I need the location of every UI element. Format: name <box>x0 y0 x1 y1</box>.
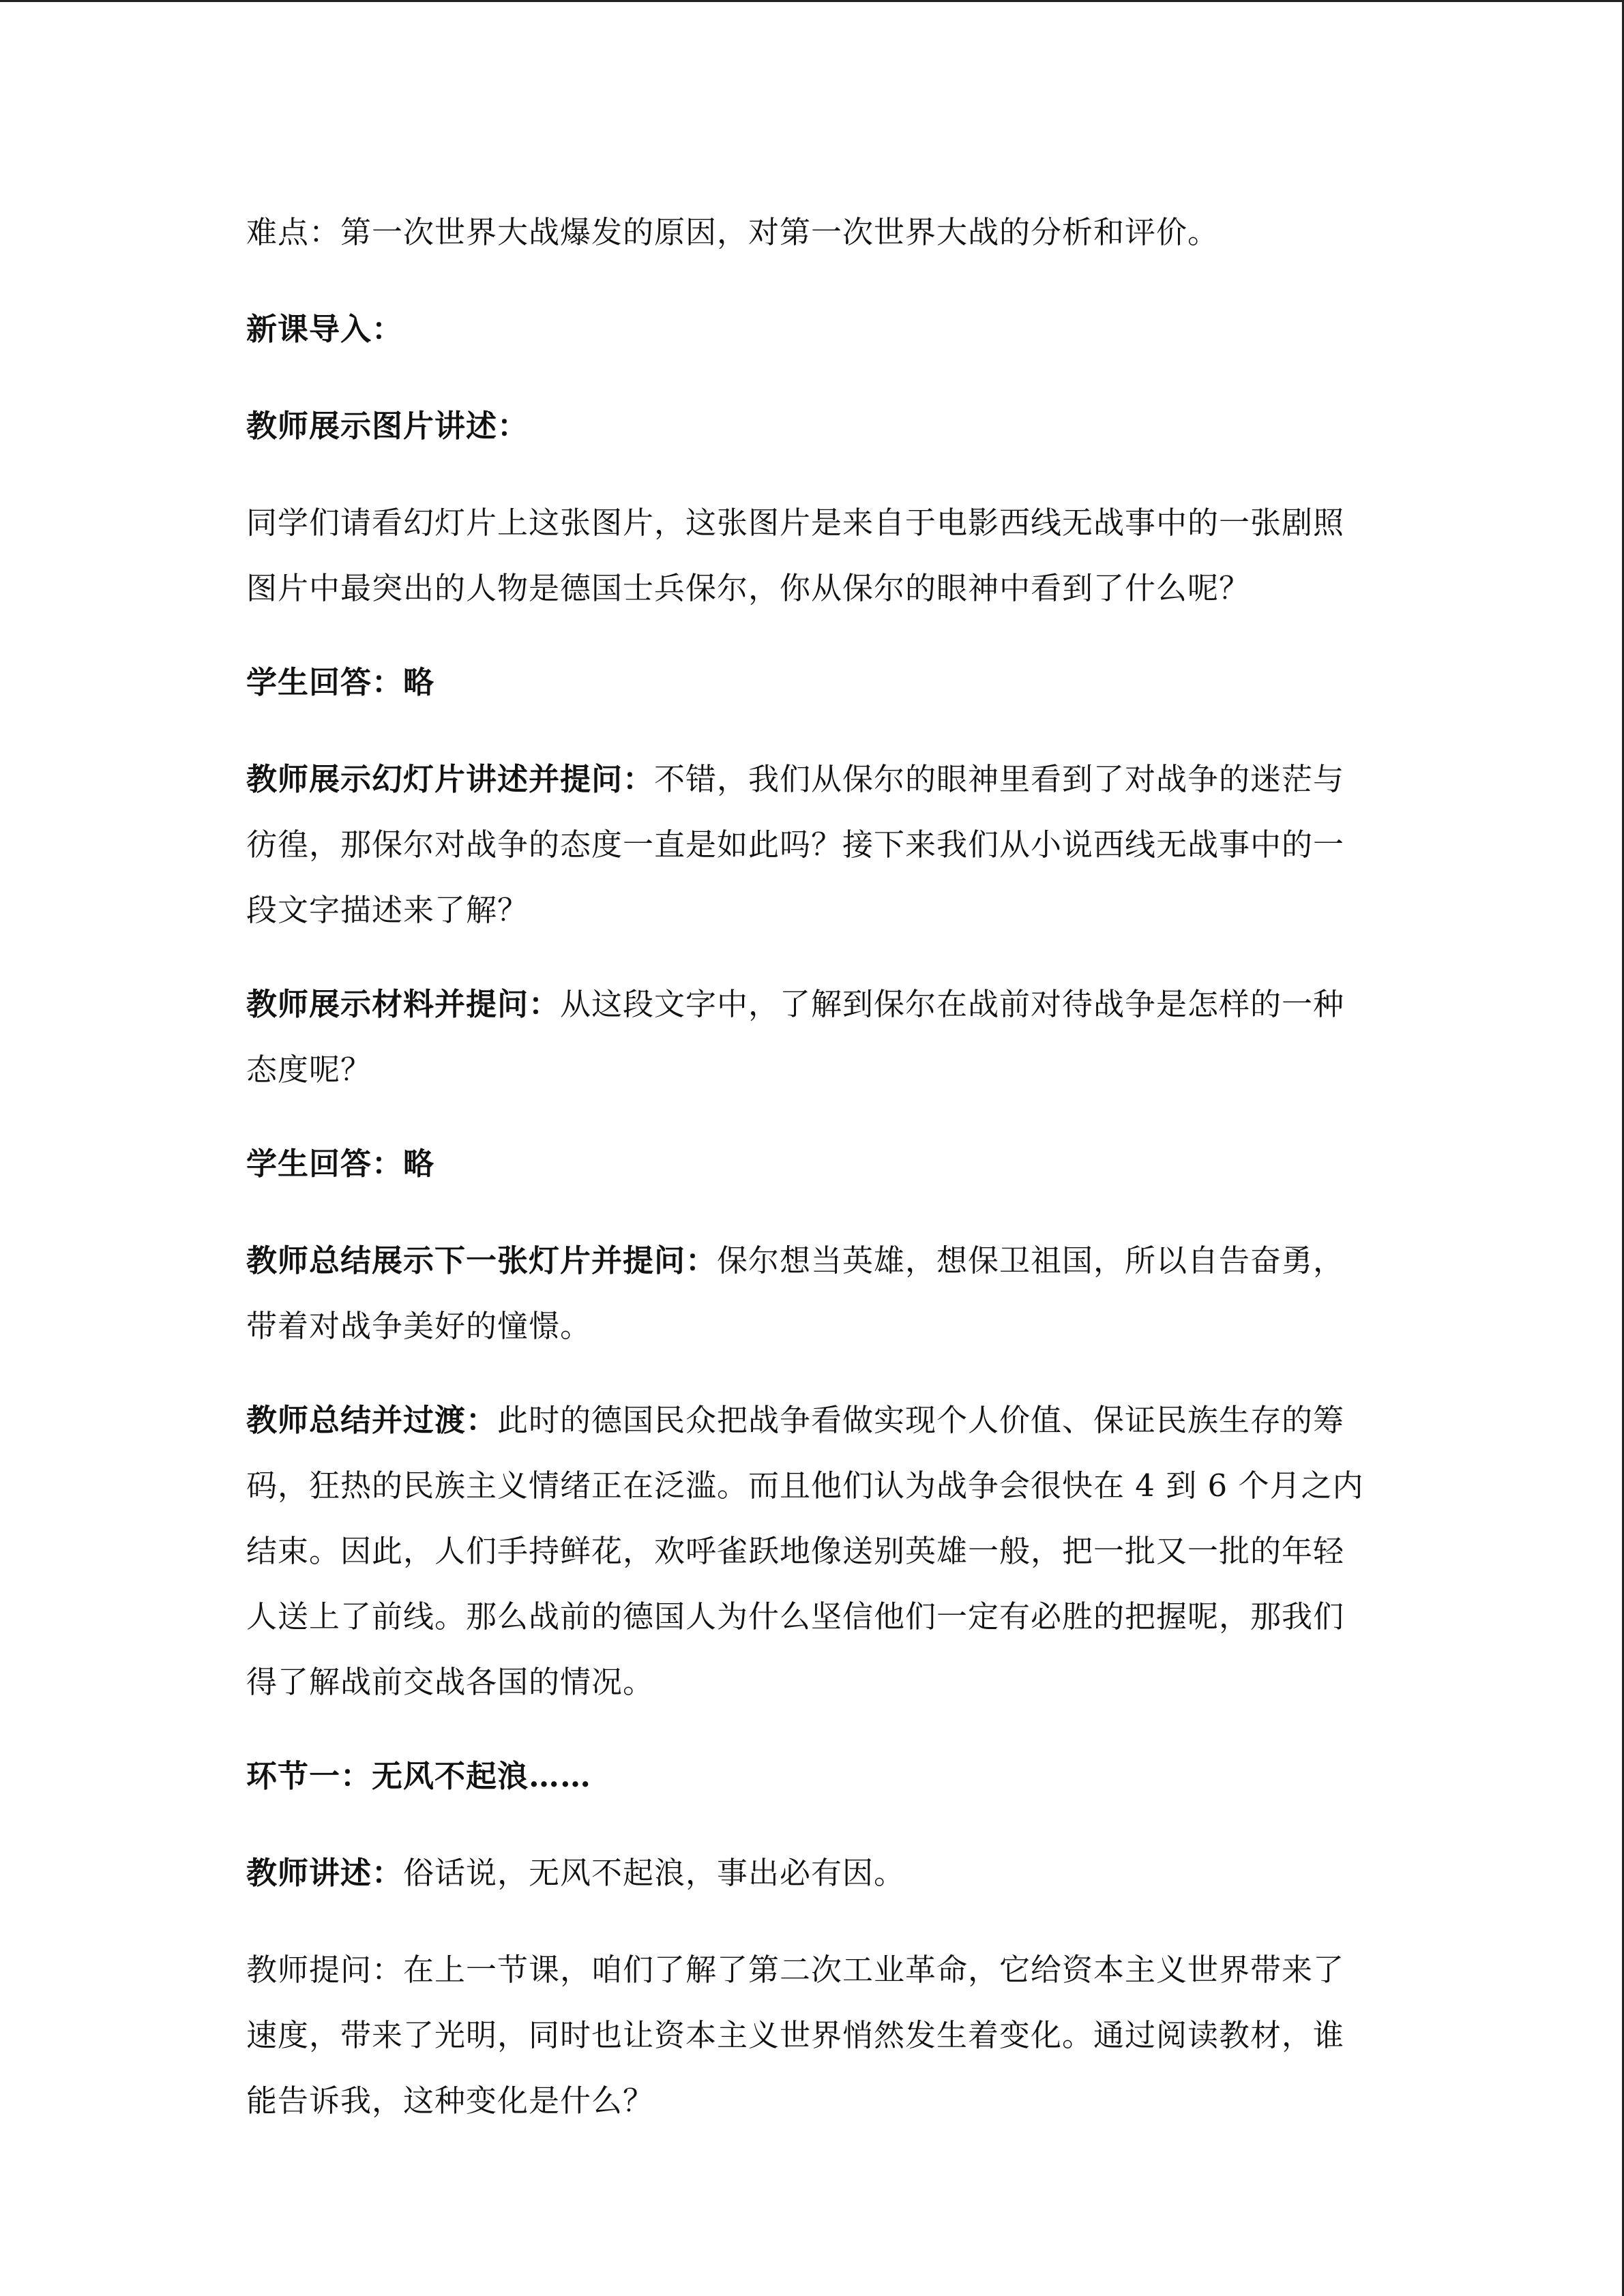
paragraph-text: 俗话说，无风不起浪，事出必有因。 <box>403 1855 906 1891</box>
teacher-narration-paragraph <box>246 1840 1365 1906</box>
paragraph-text: 学生回答：略 <box>246 1146 435 1182</box>
heading-text: 新课导入： <box>246 311 404 347</box>
paragraph-lead: 教师展示幻灯片讲述并提问： <box>246 761 655 797</box>
teacher-material-paragraph <box>246 972 1365 1103</box>
student-answer-paragraph <box>246 1131 1365 1197</box>
paragraph-text: 教师提问：在上一节课，咱们了解了第二次工业革命，它给资本主义世界带来了速度，带来了光明，同时也让资本主义世界悄然发生着变化。通过阅读教材，谁能告诉我，这种变化是什么？ <box>246 1952 1345 2119</box>
section-heading-step-one <box>246 1744 1365 1809</box>
heading-text: 教师展示图片讲述： <box>246 408 529 444</box>
paragraph-text: 难点：第一次世界大战爆发的原因，对第一次世界大战的分析和评价。 <box>246 214 1220 250</box>
paragraph-lead: 教师讲述： <box>246 1855 404 1891</box>
paragraph-text: 同学们请看幻灯片上这张图片，这张图片是来自于电影西线无战事中的一张剧照图片中最突出的人物是德国士兵保尔，你从保尔的眼神中看到了什么呢？ <box>246 505 1345 606</box>
paragraph-text: 此时的德国民众把战争看做实现个人价值、保证民族生存的筹码，狂热的民族主义情绪正在泛滥。而且他们认为战争会很快在 4 到 6 个月之内结束。因此，人们手持鲜花，欢呼雀跃地像送别英雄一般，把一批又一批的年轻人送上了前线。那么战前的德国人为什么坚信他们一定有必胜的把握呢，那我们得了解战前交战各国的情况。 <box>246 1402 1364 1700</box>
paragraph-text: 从这段文字中，了解到保尔在战前对待战争是怎样的一种态度呢？ <box>246 986 1345 1088</box>
paragraph-text: 学生回答：略 <box>246 664 435 700</box>
paragraph-lead: 教师总结展示下一张灯片并提问： <box>246 1242 718 1279</box>
heading-text: 环节一：无风不起浪…… <box>246 1758 592 1794</box>
section-heading-new-lesson <box>246 297 1365 362</box>
section-heading-teacher-picture <box>246 393 1365 459</box>
teacher-summary-slide-paragraph <box>246 1228 1365 1359</box>
document-body <box>246 200 1365 2162</box>
teacher-question-paragraph <box>246 1937 1365 2134</box>
teacher-slide-paragraph <box>246 747 1365 943</box>
difficulty-paragraph <box>246 200 1365 265</box>
intro-paragraph <box>246 490 1365 621</box>
paragraph-text: 不错，我们从保尔的眼神里看到了对战争的迷茫与彷徨，那保尔对战争的态度一直是如此吗？接下来我们从小说西线无战事中的一段文字描述来了解？ <box>246 761 1345 928</box>
paragraph-text: 保尔想当英雄，想保卫祖国，所以自告奋勇，带着对战争美好的憧憬。 <box>246 1242 1345 1344</box>
paragraph-lead: 教师总结并过渡： <box>246 1402 498 1438</box>
teacher-transition-paragraph <box>246 1388 1365 1715</box>
student-answer-paragraph <box>246 650 1365 715</box>
paragraph-lead: 教师展示材料并提问： <box>246 986 561 1022</box>
